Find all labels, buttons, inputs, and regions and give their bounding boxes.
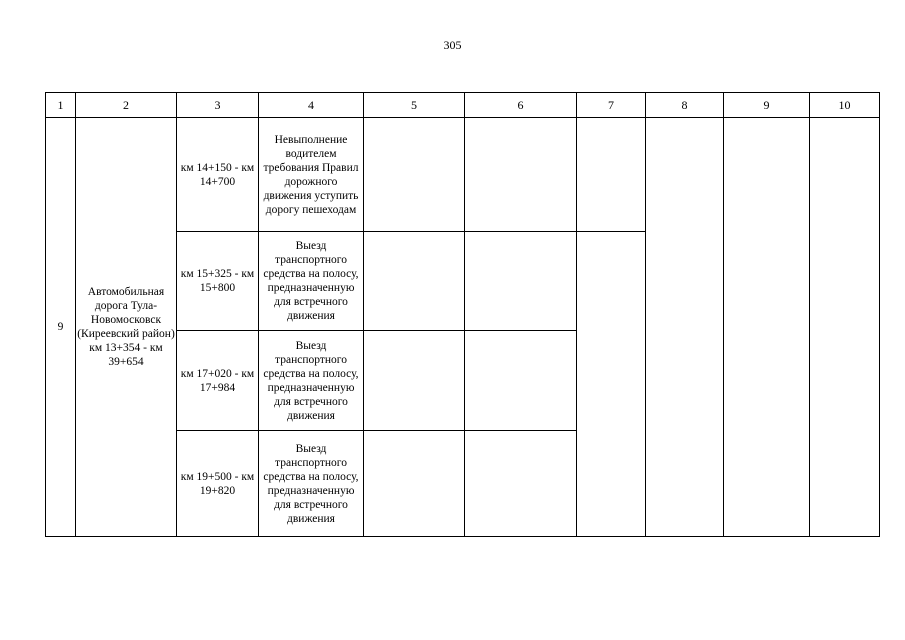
column-header-5: 5	[364, 93, 465, 118]
col6-cell	[465, 232, 577, 331]
column-header-6: 6	[465, 93, 577, 118]
page-number: 305	[443, 38, 462, 52]
col7-cell	[577, 232, 646, 537]
col6-cell	[465, 431, 577, 537]
violation-cell	[259, 331, 364, 431]
segment-range-cell	[177, 232, 259, 331]
table-row	[46, 118, 880, 232]
violation-4: Выезд транспортного средства на полосу, предназначенную для встречного движения	[263, 442, 359, 525]
column-header-7: 7	[577, 93, 646, 118]
column-header-4: 4	[259, 93, 364, 118]
col5-cell	[364, 431, 465, 537]
data-table	[45, 92, 880, 537]
col9-cell	[724, 118, 810, 537]
header-row	[46, 93, 880, 118]
column-header-1: 1	[46, 93, 76, 118]
column-header-8: 8	[646, 93, 724, 118]
segment-range-1: км 14+150 - км 14+700	[180, 161, 255, 188]
violation-cell	[259, 118, 364, 232]
segment-range-cell	[177, 431, 259, 537]
road-name: Автомобильная дорога Тула-Новомосковск (Киреевский район) км 13+354 - км 39+654	[77, 286, 175, 368]
col5-cell	[364, 118, 465, 232]
col6-cell	[465, 118, 577, 232]
segment-range-4: км 19+500 - км 19+820	[180, 470, 255, 497]
column-header-3: 3	[177, 93, 259, 118]
road-cell	[76, 118, 177, 537]
violation-1: Невыполнение водителем требования Правил дорожного движения уступить дорогу пешеходам	[263, 133, 359, 216]
col7-cell	[577, 118, 646, 232]
violation-3: Выезд транспортного средства на полосу, предназначенную для встречного движения	[263, 339, 359, 422]
column-header-2: 2	[76, 93, 177, 118]
segment-range-cell	[177, 331, 259, 431]
segment-range-3: км 17+020 - км 17+984	[180, 367, 255, 394]
col5-cell	[364, 331, 465, 431]
col10-cell	[810, 118, 880, 537]
column-header-10: 10	[810, 93, 880, 118]
segment-range-cell	[177, 118, 259, 232]
column-header-9: 9	[724, 93, 810, 118]
violation-cell	[259, 431, 364, 537]
row-number-cell: 9	[46, 118, 76, 537]
violation-2: Выезд транспортного средства на полосу, предназначенную для встречного движения	[263, 240, 359, 322]
violation-cell	[259, 232, 364, 331]
col5-cell	[364, 232, 465, 331]
col8-cell	[646, 118, 724, 537]
segment-range-2: км 15+325 - км 15+800	[180, 268, 255, 294]
col6-cell	[465, 331, 577, 431]
